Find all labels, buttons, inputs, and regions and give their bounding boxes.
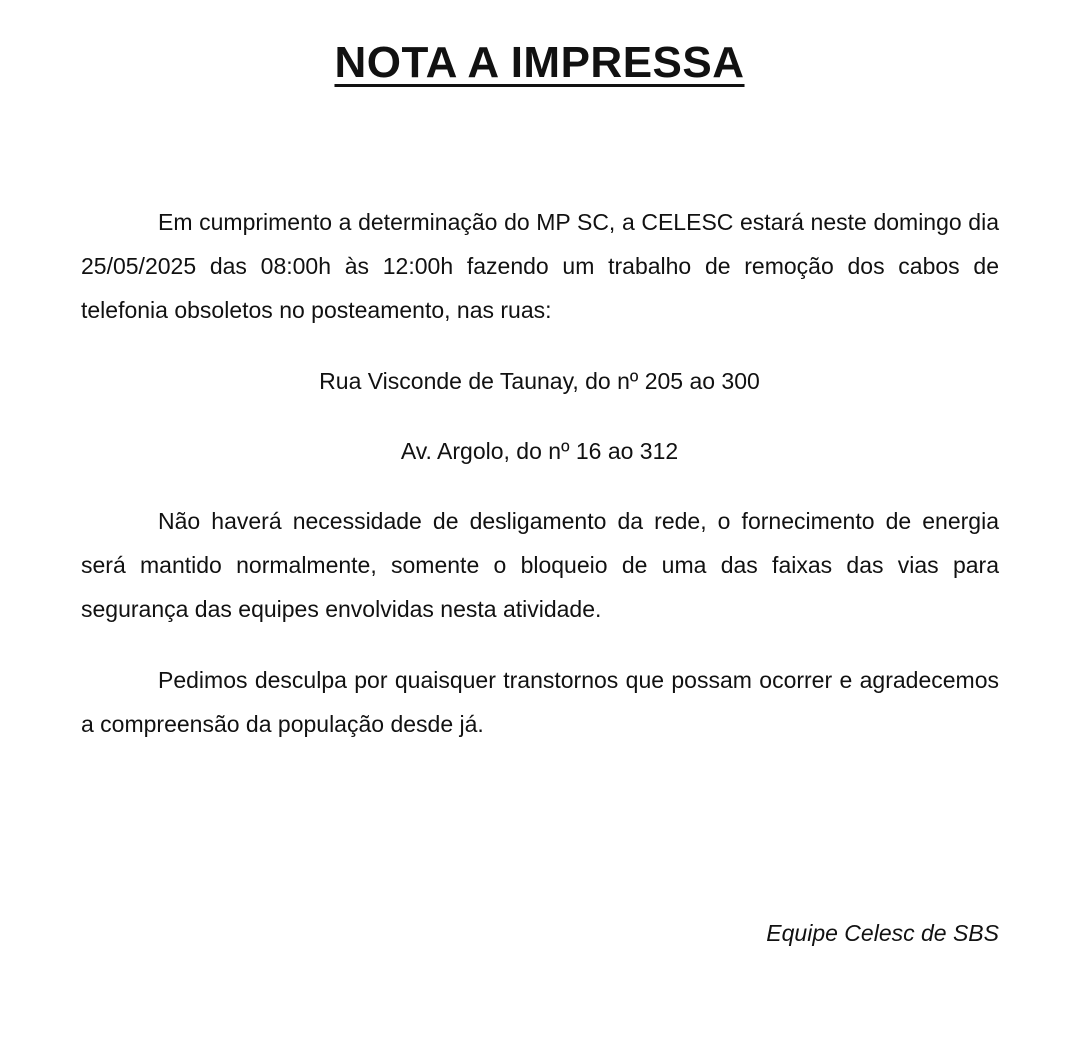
- address-line-1: Rua Visconde de Taunay, do nº 205 ao 300: [319, 368, 760, 394]
- signature: Equipe Celesc de SBS: [766, 920, 999, 946]
- apology-paragraph: Pedimos desculpa por quaisquer transtornos que possam ocorrer e agradecemos a compreensão da população desde já.: [81, 667, 999, 737]
- document-title-text: NOTA A IMPRESSA: [334, 38, 745, 87]
- intro-paragraph: Em cumprimento a determinação do MP SC, a CELESC estará neste domingo dia 25/05/2025 das 08:00h às 12:00h fazendo um trabalho de remoção dos cabos de telefonia obsoletos no posteamento, nas ruas:: [81, 209, 999, 323]
- info-paragraph: Não haverá necessidade de desligamento da rede, o fornecimento de energia será mantido normalmente, somente o bloqueio de uma das faixas das vias para segurança das equipes envolvidas nesta atividade.: [81, 508, 999, 622]
- address-line-2: Av. Argolo, do nº 16 ao 312: [400, 438, 679, 464]
- document-title: [0, 34, 1079, 92]
